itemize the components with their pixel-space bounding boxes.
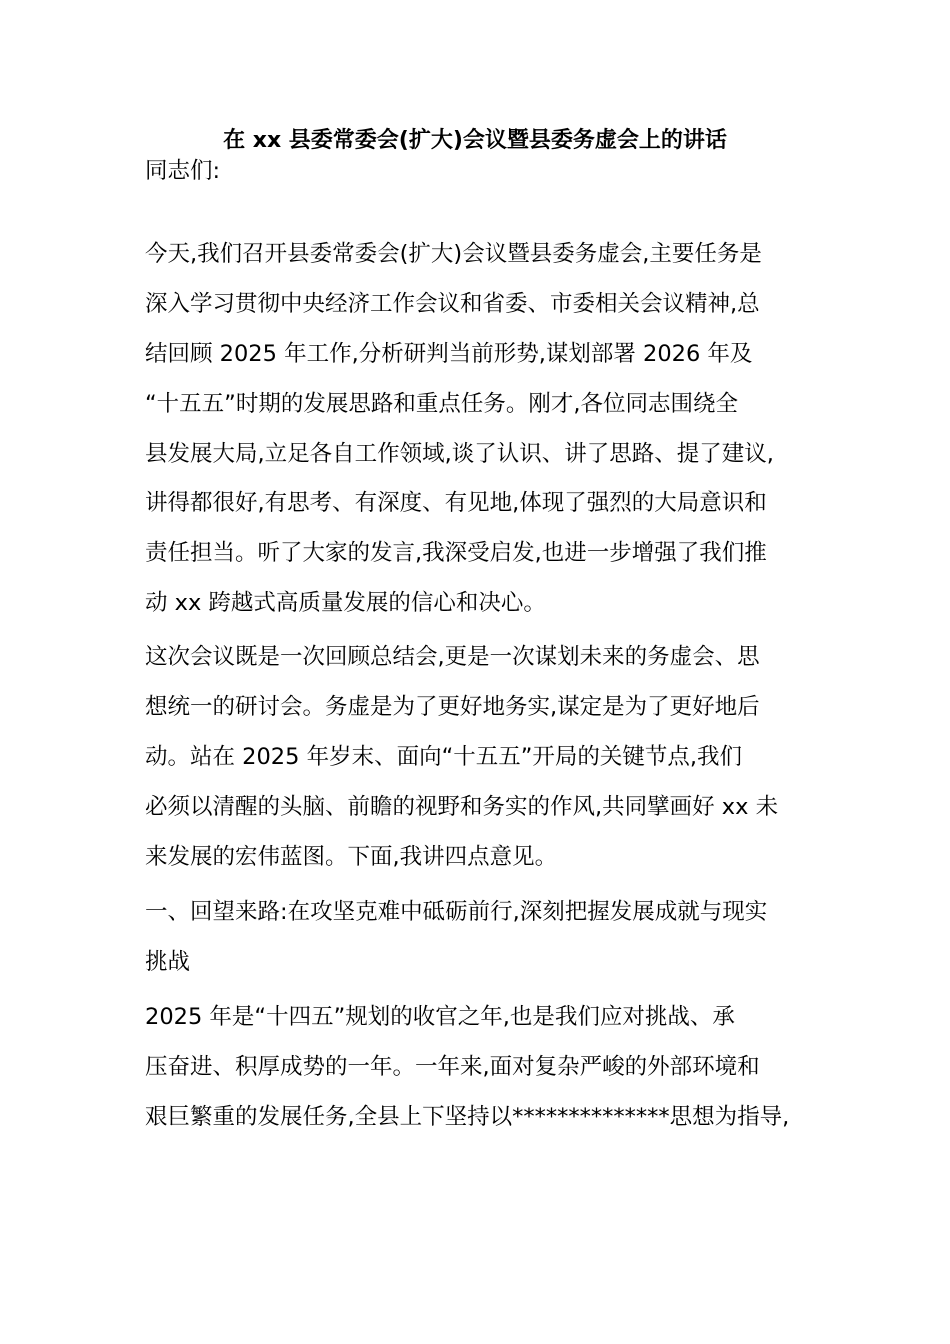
- paragraph-1-line-1: 今天,我们召开县委常委会(扩大)会议暨县委务虚会,主要任务是: [145, 241, 762, 267]
- paragraph-2-line-5: 来发展的宏伟蓝图。下面,我讲四点意见。: [145, 844, 558, 870]
- paragraph-1-line-5: 县发展大局,立足各自工作领域,谈了认识、讲了思路、提了建议,: [145, 441, 774, 467]
- paragraph-2-line-2: 想统一的研讨会。务虚是为了更好地务实,谋定是为了更好地后: [145, 694, 760, 720]
- paragraph-3-line-1: 2025 年是“十四五”规划的收官之年,也是我们应对挑战、承: [145, 1004, 735, 1030]
- paragraph-1-line-3: 结回顾 2025 年工作,分析研判当前形势,谋划部署 2026 年及: [145, 341, 753, 367]
- section-heading-line-1: 一、回望来路:在攻坚克难中砥砺前行,深刻把握发展成就与现实: [145, 899, 768, 925]
- section-heading-line-2: 挑战: [145, 949, 191, 975]
- salutation: 同志们:: [145, 158, 221, 184]
- paragraph-1-line-7: 责任担当。听了大家的发言,我深受启发,也进一步增强了我们推: [145, 540, 767, 566]
- paragraph-3-line-2: 压奋进、积厚成势的一年。一年来,面对复杂严峻的外部环境和: [145, 1054, 760, 1080]
- paragraph-2-line-3: 动。站在 2025 年岁末、面向“十五五”开局的关键节点,我们: [145, 744, 743, 770]
- paragraph-1-line-4: “十五五”时期的发展思路和重点任务。刚才,各位同志围绕全: [145, 391, 738, 417]
- paragraph-1-line-6: 讲得都很好,有思考、有深度、有见地,体现了强烈的大局意识和: [145, 490, 767, 516]
- paragraph-1-line-8: 动 xx 跨越式高质量发展的信心和决心。: [145, 590, 546, 616]
- document-title: 在 xx 县委常委会(扩大)会议暨县委务虚会上的讲话: [223, 128, 727, 153]
- paragraph-1-line-2: 深入学习贯彻中央经济工作会议和省委、市委相关会议精神,总: [145, 291, 760, 317]
- paragraph-3-line-3: 艰巨繁重的发展任务,全县上下坚持以**************思想为指导,: [145, 1104, 790, 1130]
- paragraph-2-line-1: 这次会议既是一次回顾总结会,更是一次谋划未来的务虚会、思: [145, 644, 760, 670]
- paragraph-2-line-4: 必须以清醒的头脑、前瞻的视野和务实的作风,共同擘画好 xx 未: [145, 794, 779, 820]
